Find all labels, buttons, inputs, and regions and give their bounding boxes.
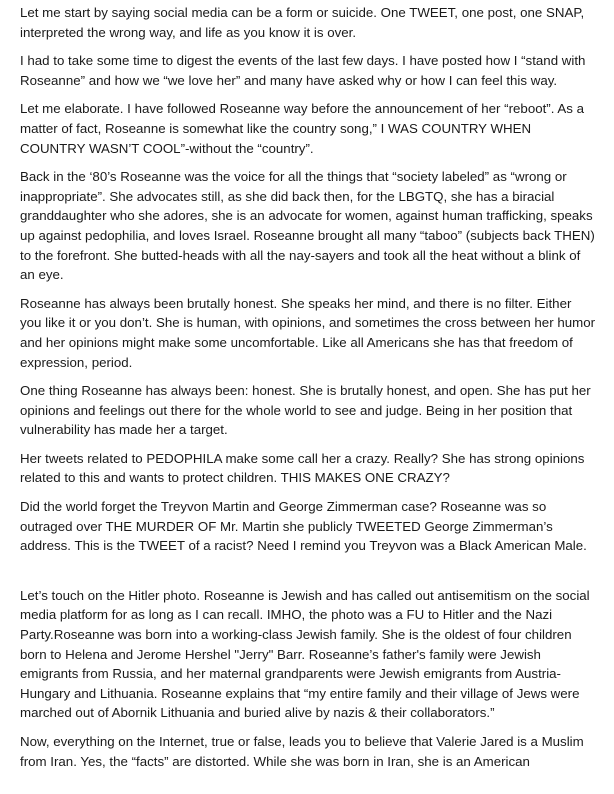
paragraph-hitler-photo: Let’s touch on the Hitler photo. Roseanne is Jewish and has called out antisemitism on the social media platform for as long as I can recall. IMHO, the photo was a FU to Hitler and the Nazi Party.Roseanne was born into a working-class Jewish family. She is the oldest of four children born to Helena and Jerome Hershel "Jerry" Barr. Roseanne’s father's family were Jewish emigrants from Russia, and her maternal grandparents were Jewish emigrants from Austria-Hungary and Lithuania. Roseanne explains that “my entire family and their village of Jews were marched out of Abornik Lithuania and buried alive by nazis & their collaborators.” bbox=[20, 587, 590, 721]
paragraph-eighties: Back in the ‘80’s Roseanne was the voice for all the things that “society labeled” as “wrong or inappropriate”. She advocates still, as she did back then, for the LBGTQ, she has a biracial granddaughter who she adores, she is an advocate for women, against human trafficking, speaks up against pedophilia, and loves Israel. Roseanne brought all many “taboo” (subjects back THEN) to the forefront. She butted-heads with all the nay-sayers and took all the heat without a blink of an eye. bbox=[20, 169, 595, 283]
document-page bbox=[20, 3, 596, 771]
paragraph-open: One thing Roseanne has always been: honest. She is brutally honest, and open. She has put her opinions and feelings out there for the whole world to see and judge. Being in her position that vulnerability has made her a target. bbox=[20, 383, 591, 438]
paragraph-elaborate: Let me elaborate. I have followed Roseanne way before the announcement of her “reboot”. As a matter of fact, Roseanne is somewhat like the country song,” I WAS COUNTRY WHEN COUNTRY WASN’T COOL”-without the “country”. bbox=[20, 101, 584, 156]
paragraph-honest: Roseanne has always been brutally honest. She speaks her mind, and there is no filter. Either you like it or you don’t. She is human, with opinions, and sometimes the cross between her humor and her opinions might make some uncomfortable. Like all Americans she has that freedom of expression, period. bbox=[20, 295, 596, 370]
paragraph-digest: I had to take some time to digest the events of the last few days. I have posted how I “stand with Roseanne” and how we “we love her” and many have asked why or how I can feel this way. bbox=[20, 53, 586, 88]
paragraph-valerie-jared: Now, everything on the Internet, true or false, leads you to believe that Valerie Jared is a Muslim from Iran. Yes, the “facts” are distorted. While she was born in Iran, she is an American bbox=[20, 734, 584, 769]
paragraph-intro: Let me start by saying social media can be a form or suicide. One TWEET, one post, one SNAP, interpreted the wrong way, and life as you know it is over. bbox=[20, 5, 585, 40]
paragraph-pedophila: Her tweets related to PEDOPHILA make some call her a crazy. Really? She has strong opinions related to this and wants to protect children. THIS MAKES ONE CRAZY? bbox=[20, 450, 585, 486]
paragraph-treyvon: Did the world forget the Treyvon Martin and George Zimmerman case? Roseanne was so outraged over THE MURDER OF Mr. Martin she publicly TWEETED George Zimmerman’s address. This is the TWEET of a racist? Need I remind you Treyvon was a Black American Male. bbox=[20, 499, 587, 554]
